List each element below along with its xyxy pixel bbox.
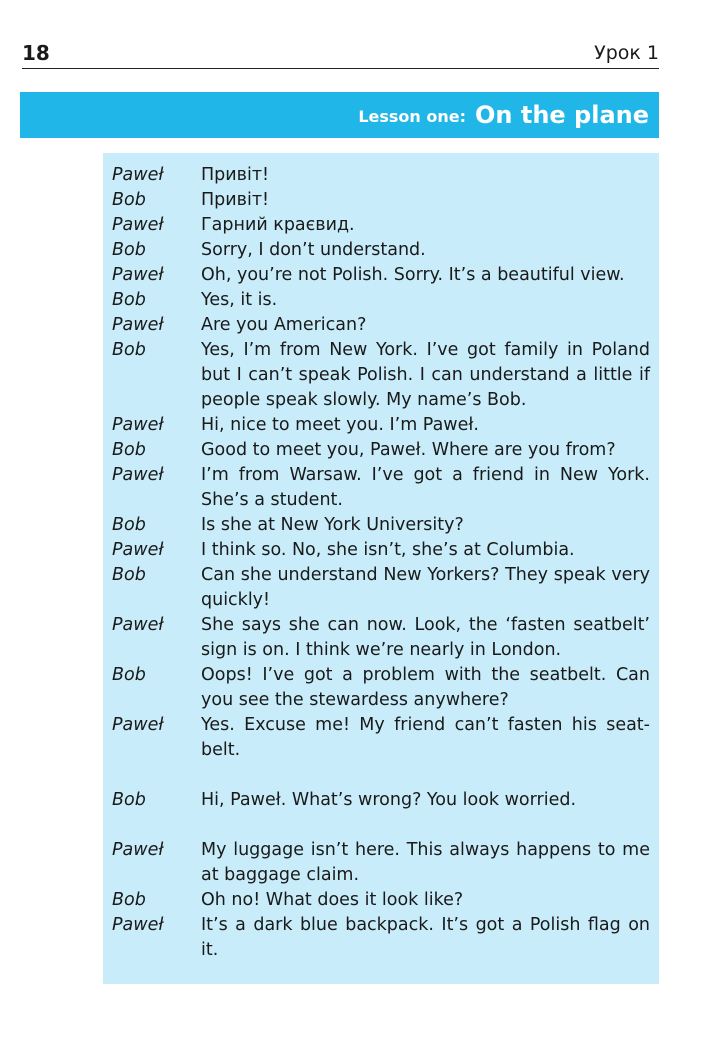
dialogue-text: Hi, nice to meet you. I’m Paweł. — [201, 415, 479, 435]
dialogue-text: Can she understand New Yorkers? They speak very quickly! — [201, 565, 650, 610]
dialogue-box — [103, 153, 659, 984]
page-number: 18 — [22, 41, 50, 65]
dialogue-text: Oh, you’re not Polish. Sorry. It’s a beautiful view. — [201, 265, 625, 285]
dialogue-line — [112, 438, 650, 463]
dialogue-text: Are you American? — [201, 315, 367, 335]
dialogue-line — [112, 413, 650, 438]
dialogue-text: Sorry, I don’t understand. — [201, 240, 426, 260]
dialogue-line — [112, 313, 650, 338]
dialogue-line — [112, 263, 650, 288]
dialogue-line — [112, 663, 650, 713]
dialogue-line — [112, 538, 650, 563]
dialogue-line — [112, 563, 650, 613]
dialogue-line — [112, 163, 650, 188]
dialogue-text: Oh no! What does it look like? — [201, 890, 464, 910]
dialogue-line — [112, 888, 650, 913]
speaker-name: Bob — [112, 890, 146, 910]
dialogue-line — [112, 613, 650, 663]
dialogue-text: Yes, it is. — [201, 290, 278, 310]
dialogue-text: Yes, I’m from New York. I’ve got family in Poland but I can’t speak Polish. I can understand a little if people speak slowly. My name’s Bob. — [201, 340, 650, 410]
dialogue-line — [112, 913, 650, 963]
dialogue-text: My luggage isn’t here. This always happens to me at baggage claim. — [201, 840, 650, 885]
dialogue-text: Hi, Paweł. What’s wrong? You look worried. — [201, 790, 577, 810]
dialogue-line — [112, 838, 650, 888]
dialogue-table — [112, 163, 650, 963]
dialogue-text: Привіт! — [201, 190, 270, 210]
dialogue-text: I think so. No, she isn’t, she’s at Columbia. — [201, 540, 575, 560]
dialogue-text: She says she can now. Look, the ‘fasten seatbelt’ sign is on. I think we’re nearly in London. — [201, 615, 650, 660]
lesson-prefix: Lesson one: — [358, 106, 466, 126]
dialogue-text: Гарний краєвид. — [201, 215, 355, 235]
speaker-name: Paweł — [112, 615, 164, 635]
speaker-name: Bob — [112, 665, 146, 685]
dialogue-line — [112, 338, 650, 413]
speaker-name: Paweł — [112, 265, 164, 285]
speaker-name: Paweł — [112, 915, 164, 935]
dialogue-text: Yes. Excuse me! My friend can’t fasten his seat-belt. — [201, 715, 650, 760]
speaker-name: Bob — [112, 440, 146, 460]
speaker-name: Paweł — [112, 840, 164, 860]
speaker-name: Paweł — [112, 215, 164, 235]
speaker-name: Bob — [112, 240, 146, 260]
speaker-name: Paweł — [112, 415, 164, 435]
lesson-banner — [20, 92, 659, 138]
speaker-name: Paweł — [112, 540, 164, 560]
dialogue-line — [112, 288, 650, 313]
dialogue-line — [112, 213, 650, 238]
speaker-name: Paweł — [112, 165, 164, 185]
dialogue-line — [112, 238, 650, 263]
lesson-title-group — [358, 92, 649, 138]
dialogue-text: Oops! I’ve got a problem with the seatbelt. Can you see the stewardess anywhere? — [201, 665, 650, 710]
dialogue-line — [112, 188, 650, 213]
speaker-name: Bob — [112, 790, 146, 810]
speaker-name: Bob — [112, 565, 146, 585]
speaker-name: Paweł — [112, 315, 164, 335]
speaker-name: Bob — [112, 290, 146, 310]
chapter-label: Урок 1 — [594, 42, 659, 64]
dialogue-line — [112, 463, 650, 513]
dialogue-text: Good to meet you, Paweł. Where are you from? — [201, 440, 616, 460]
dialogue-text: Is she at New York University? — [201, 515, 464, 535]
dialogue-text: It’s a dark blue backpack. It’s got a Polish flag on it. — [201, 915, 650, 960]
dialogue-text: Привіт! — [201, 165, 270, 185]
lesson-title: On the plane — [475, 101, 649, 129]
speaker-name: Bob — [112, 340, 146, 360]
speaker-name: Paweł — [112, 465, 164, 485]
dialogue-line — [112, 513, 650, 538]
speaker-name: Bob — [112, 515, 146, 535]
dialogue-text: I’m from Warsaw. I’ve got a friend in New York. She’s a student. — [201, 465, 650, 510]
page-header — [22, 40, 659, 69]
dialogue-line — [112, 788, 650, 838]
speaker-name: Bob — [112, 190, 146, 210]
dialogue-line — [112, 713, 650, 788]
speaker-name: Paweł — [112, 715, 164, 735]
